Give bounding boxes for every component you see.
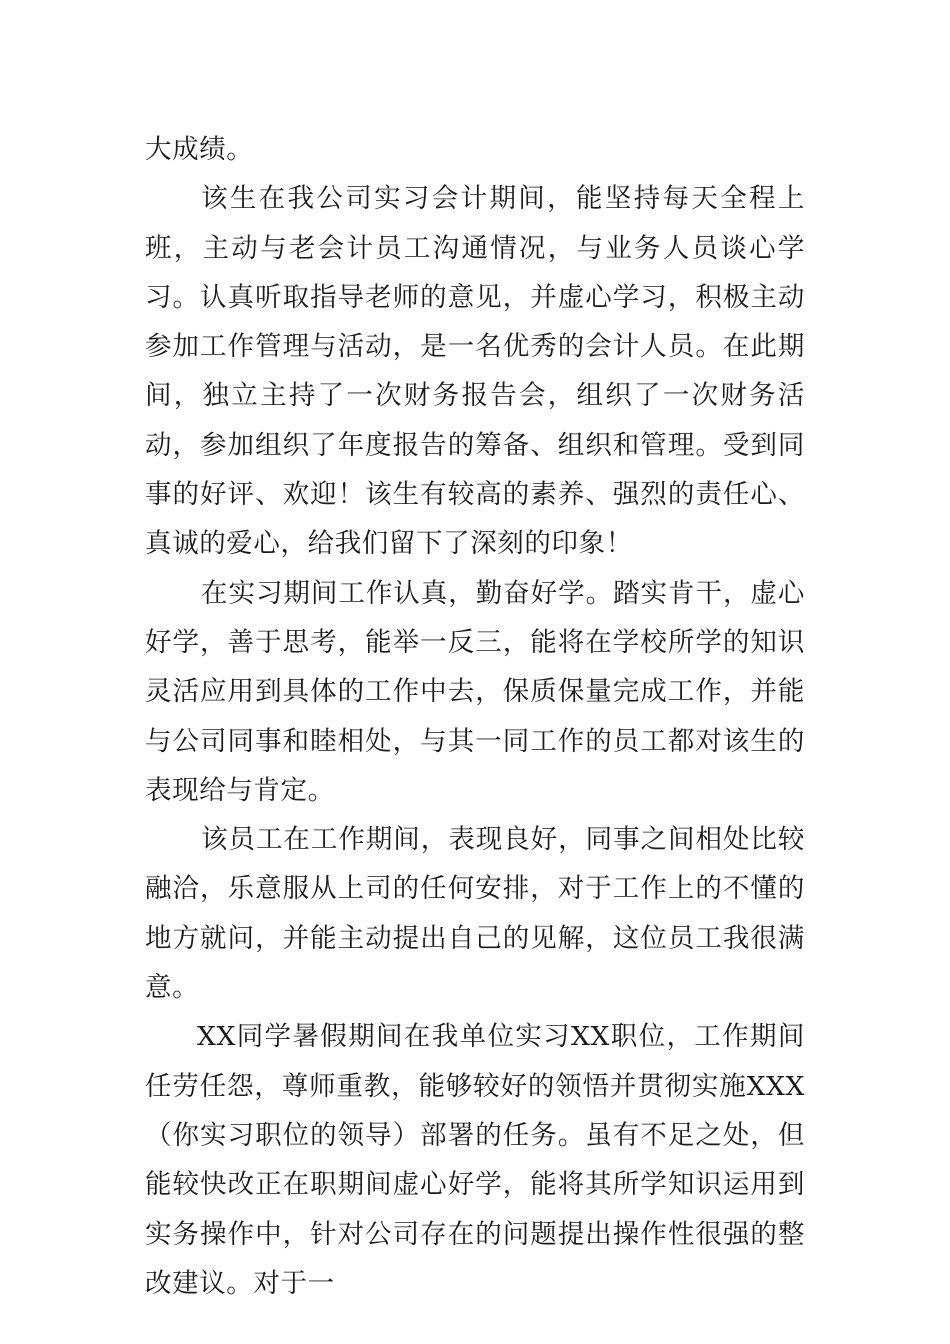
paragraph-5: XX同学暑假期间在我单位实习XX职位，工作期间任劳任怨，尊师重教，能够较好的领悟并贯彻实施XXX（你实习职位的领导）部署的任务。虽有不足之处，但能较快改正在职期间虚心好学，能将其所学知识运用到实务操作中，针对公司存在的问题提出操作性很强的整改建议。对于一 [145,1021,805,1299]
paragraph-3: 在实习期间工作认真，勤奋好学。踏实肯干，虚心好学，善于思考，能举一反三，能将在学校所学的知识灵活应用到具体的工作中去，保质保量完成工作，并能与公司同事和睦相处，与其一同工作的员工都对该生的表现给与肯定。 [145,577,805,806]
paragraph-4: 该员工在工作期间，表现良好，同事之间相处比较融洽，乐意服从上司的任何安排，对于工作上的不懂的地方就问，并能主动提出自己的见解，这位员工我很满意。 [145,824,805,1004]
document-body [145,125,805,1308]
paragraph-2: 该生在我公司实习会计期间，能坚持每天全程上班，主动与老会计员工沟通情况，与业务人员谈心学习。认真听取指导老师的意见，并虚心学习，积极主动参加工作管理与活动，是一名优秀的会计人员。在此期间，独立主持了一次财务报告会，组织了一次财务活动，参加组织了年度报告的筹备、组织和管理。受到同事的好评、欢迎！该生有较高的素养、强烈的责任心、真诚的爱心，给我们留下了深刻的印象！ [145,183,805,560]
paragraph-1: 大成绩。 [145,134,254,165]
